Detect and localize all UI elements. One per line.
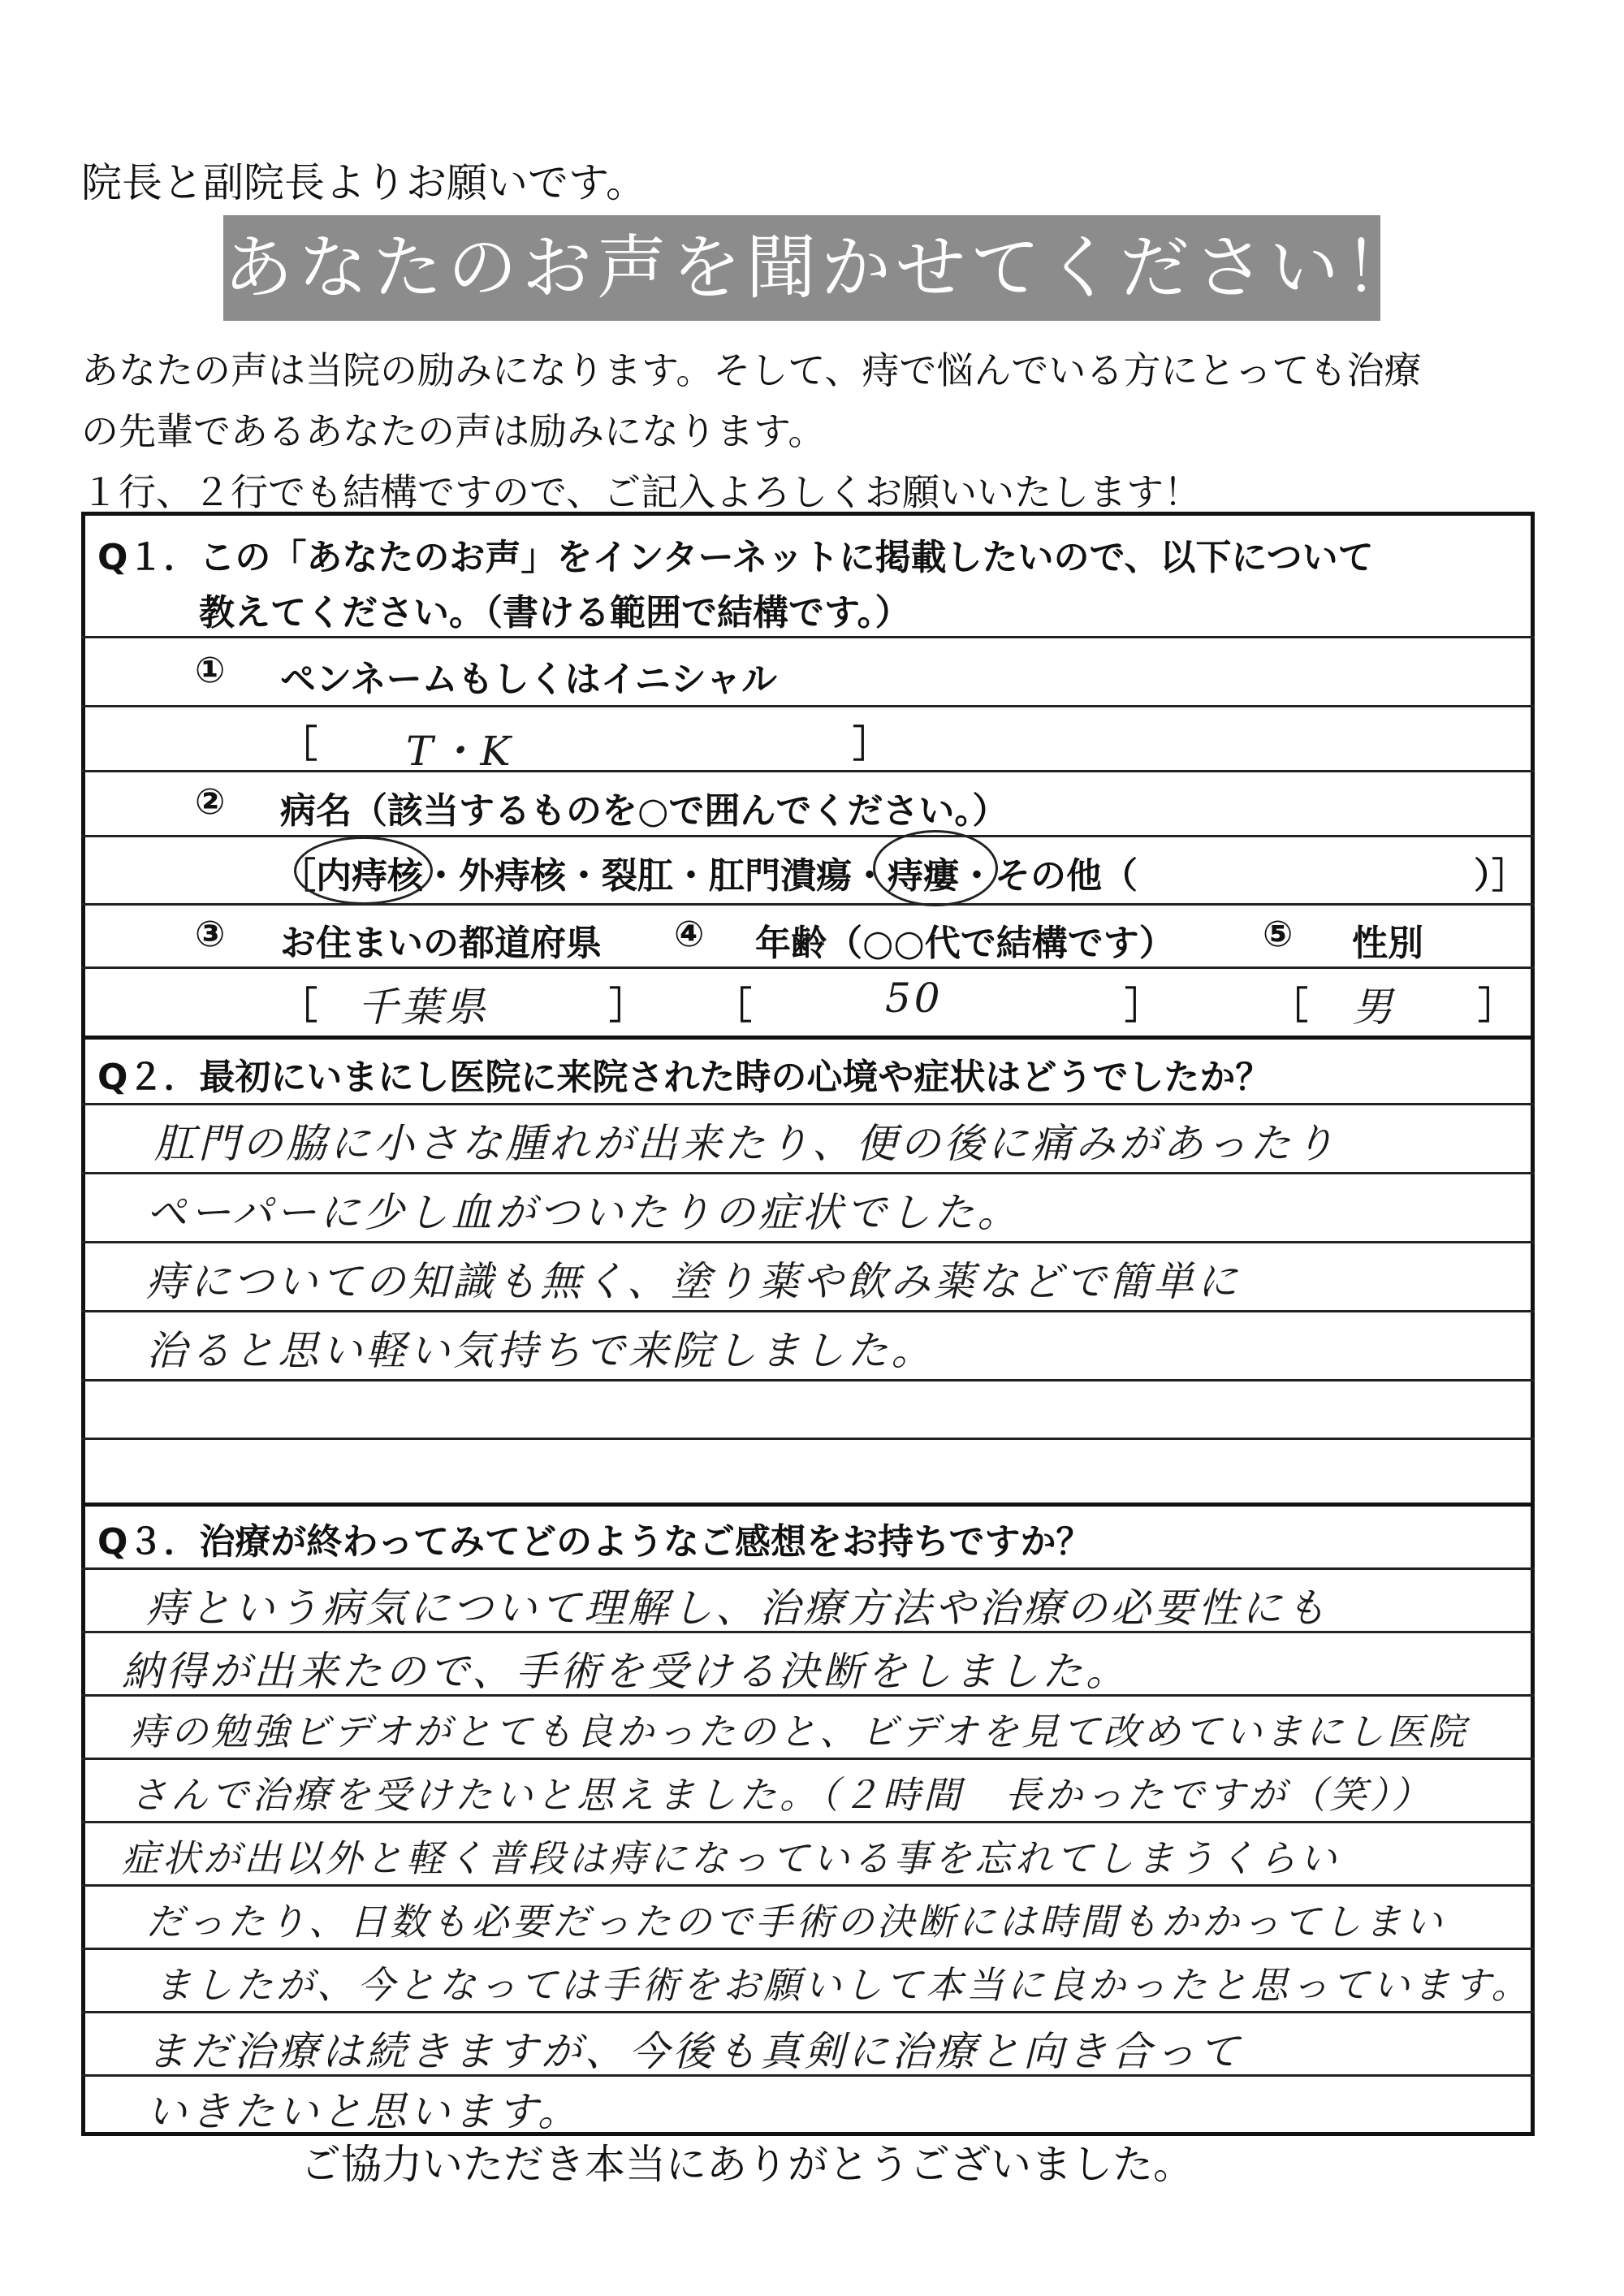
divider (81, 966, 1535, 969)
q3-answer-line-5: 症状が出以外と軽く普段は痔になっている事を忘れてしまうくらい (122, 1836, 1340, 1880)
divider (81, 1567, 1535, 1570)
section-divider (81, 1036, 1535, 1040)
disease-option-naijikaku: 内痔核 (316, 855, 423, 897)
divider (81, 1694, 1535, 1697)
q1-item5-label: 性別 (1352, 923, 1423, 964)
disease-option-jiro: 痔瘻 (888, 855, 959, 897)
age-answer: 50 (885, 975, 944, 1022)
q3-answer-line-6: だったり、日数も必要だったので手術の決断には時間もかかってしまい (146, 1900, 1445, 1944)
q1-item5-number: ⑤ (1263, 914, 1294, 955)
q2-answer-line-2: ペーパーに少し血がついたりの症状でした。 (146, 1189, 1021, 1236)
q3-answer-line-9: いきたいと思います。 (146, 2088, 581, 2135)
separator-dot: ・ (673, 855, 709, 897)
closing-thanks: ご協力いただき本当にありがとうございました。 (300, 2141, 1194, 2188)
q1-item5-bracket-open: ［ (1271, 984, 1308, 1027)
q1-title-line-2: 教えてください。（書ける範囲で結構です。） (199, 592, 911, 633)
q1-item3-bracket-open: ［ (280, 984, 317, 1027)
divider (81, 1172, 1535, 1174)
divider (81, 1758, 1535, 1760)
q1-title-line-1: Q１．この「あなたのお声」をインターネットに掲載したいので、以下について (97, 537, 1374, 578)
disease-option-gaijikaku: 外痔核 (459, 855, 566, 897)
banner-title: あなたのお声を聞かせてください！ (223, 215, 1380, 321)
disease-bracket-close: ）］ (1474, 855, 1527, 897)
divider (81, 2074, 1535, 2077)
divider (81, 2011, 1535, 2013)
q1-item2-label: 病名（該当するものを○で囲んでください。） (280, 790, 1009, 832)
separator-dot: ・ (423, 855, 459, 897)
q1-item1-number: ① (195, 650, 226, 691)
q1-item3-label: お住まいの都道府県 (280, 923, 602, 964)
q1-item3-bracket-close: ］ (609, 984, 646, 1027)
divider (81, 1103, 1535, 1105)
divider (81, 636, 1535, 638)
q3-answer-line-4: さんで治療を受けたいと思えました。（２時間 長かったですが（笑）） (130, 1773, 1432, 1817)
q1-item4-bracket-open: ［ (715, 984, 752, 1027)
q1-item1-label: ペンネームもしくはイニシャル (280, 659, 778, 700)
answer-circle-mark (873, 830, 998, 906)
q3-answer-line-7: ましたが、今となっては手術をお願いして本当に良かったと思っています。 (154, 1963, 1532, 2007)
q3-answer-line-1: 痔という病気について理解し、治療方法や治療の必要性にも (146, 1585, 1329, 1632)
intro-line-1: あなたの声は当院の励みになります。そして、痔で悩んでいる方にとっても治療 (81, 348, 1422, 392)
disease-option-rekko: 裂肛 (602, 855, 673, 897)
q1-item2-number: ② (195, 781, 226, 823)
q1-item5-bracket-close: ］ (1478, 984, 1515, 1027)
q2-answer-line-3: 痔についての知識も無く、塗り薬や飲み薬などで簡単に (146, 1258, 1241, 1305)
q2-answer-line-4: 治ると思い軽い気持ちで来院しました。 (146, 1327, 935, 1374)
divider (81, 1884, 1535, 1887)
q1-item1-bracket-close: ］ (853, 722, 890, 766)
prefecture-answer: 千葉県 (357, 984, 489, 1031)
q3-answer-line-2: 納得が出来たので、手術を受ける決断をしました。 (122, 1648, 1129, 1695)
divider (81, 903, 1535, 906)
q2-answer-line-1: 肛門の脇に小さな腫れが出来たり、便の後に痛みがあったり (154, 1120, 1338, 1167)
gender-answer: 男 (1352, 984, 1396, 1031)
q1-item4-bracket-close: ］ (1125, 984, 1162, 1027)
q3-answer-line-8: まだ治療は続きますが、今後も真剣に治療と向き合って (146, 2028, 1242, 2075)
intro-line-2: の先輩であるあなたの声は励みになります。 (81, 409, 826, 453)
q3-answer-line-3: 痔の勉強ビデオがとても良かったのと、ビデオを見て改めていまにし医院 (130, 1710, 1469, 1753)
separator-dot: ・ (566, 855, 602, 897)
pen-name-answer: T・K (406, 728, 514, 775)
q3-title: Q３．治療が終わってみてどのようなご感想をお持ちですか？ (97, 1521, 1092, 1563)
disease-bracket-open: ［ (280, 855, 316, 897)
q2-title: Q２．最初にいまにし医院に来院された時の心境や症状はどうでしたか？ (97, 1057, 1272, 1098)
intro-line-3: １行、２行でも結構ですので、ご記入よろしくお願いいたします！ (81, 470, 1202, 514)
separator-dot: ・ (959, 855, 995, 897)
divider (81, 1631, 1535, 1633)
divider (81, 1948, 1535, 1950)
greeting-text: 院長と副院長よりお願いです。 (81, 159, 646, 206)
divider (81, 770, 1535, 772)
divider (81, 705, 1535, 707)
divider (81, 1241, 1535, 1243)
q1-item3-number: ③ (195, 914, 226, 955)
divider (81, 1438, 1535, 1440)
separator-dot: ・ (852, 855, 888, 897)
divider (81, 1821, 1535, 1823)
q1-item4-label: 年齢（○○代で結構です） (755, 923, 1175, 964)
divider (81, 1310, 1535, 1312)
divider (81, 835, 1535, 837)
q1-item4-number: ④ (674, 914, 705, 955)
disease-option-other: その他（ (995, 855, 1138, 897)
section-divider (81, 1503, 1535, 1507)
answer-circle-mark (294, 837, 433, 905)
divider (81, 1379, 1535, 1381)
q1-item1-bracket-open: ［ (280, 722, 317, 766)
disease-option-kaiyo: 肛門潰瘍 (709, 855, 852, 897)
